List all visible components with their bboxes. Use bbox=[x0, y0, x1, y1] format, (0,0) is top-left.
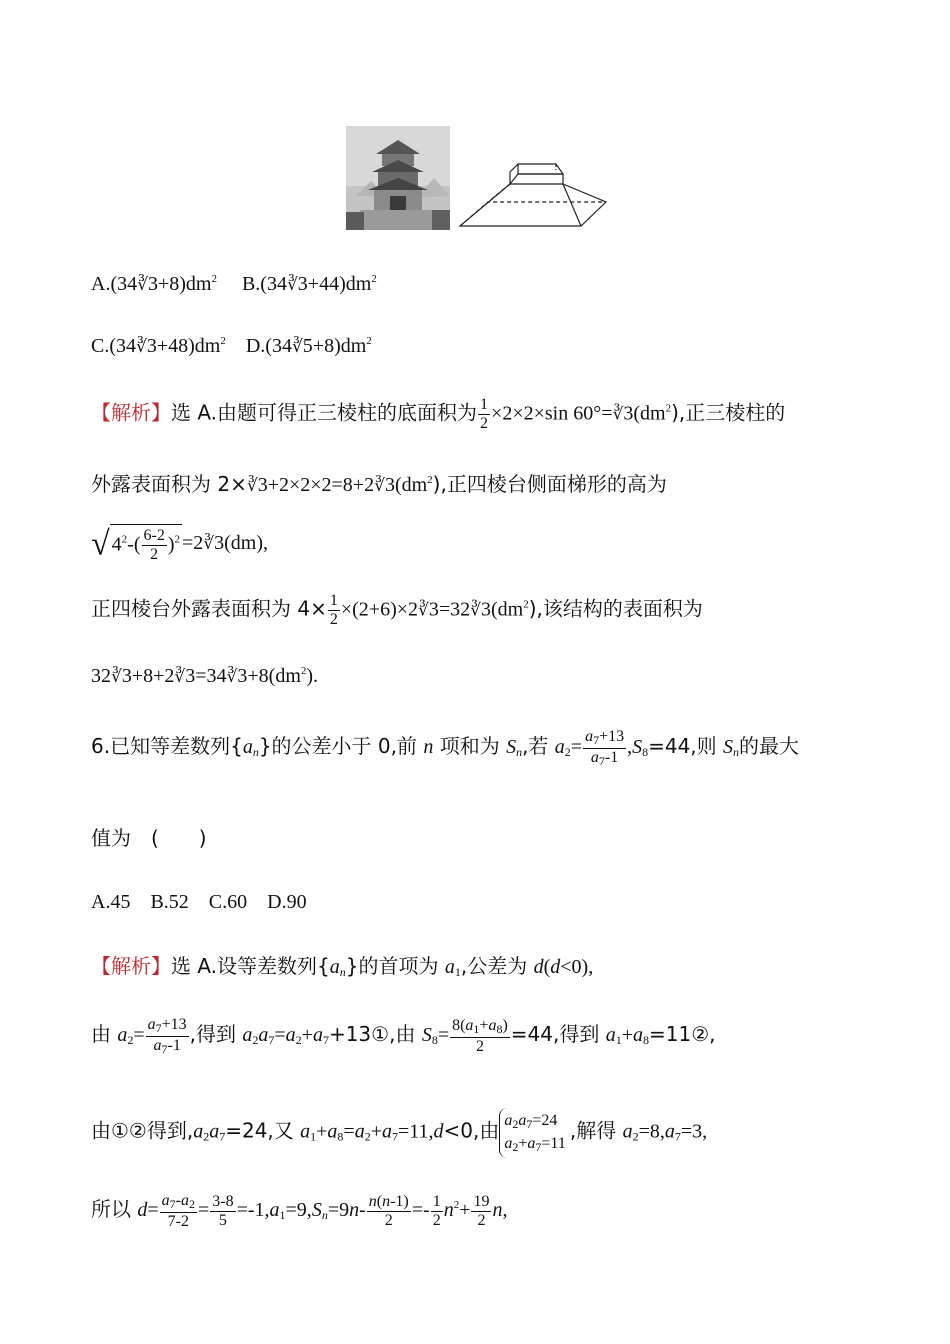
q6-stem-line1: 6.已知等差数列$\{a_n\}$的公差小于 0,前 n 项和为 $S_n$,若 $a_2=$ $\frac{a_7+13}{a_7-1}$ $,S_8=44$,则 $S_n$的最大 bbox=[91, 728, 800, 768]
q6-solution-line2: 由 $a_2=$ $\frac{a_7+13}{a_7-1}$ ,得到 $a_2a_7=a_2+a_7+13①$,由 $S_8=$ $\frac{8(a_1+a_8)}{2}$ =44,得到 $a_1+a_8=11②$, bbox=[91, 1016, 716, 1056]
q5-solution-line1: 【解析】选 A.由题可得正三棱柱的底面积为 $\frac{1}{2}$ ×2×2×sin $60^\circ=∛3(dm^2)$,正三棱柱的 bbox=[91, 396, 786, 433]
q6-solution-line4: 所以 d= $\frac{a_7-a_2}{7-2}$ = $\frac{3-8}{5}$ $=-1,a_1=9,S_n=9n-$ $\frac{n(n-1)}{2}$ =- $\frac{1}{2}$ $n^2+$ $\frac{19}{2}$ n, bbox=[91, 1192, 508, 1230]
q5-solution-line3: √ $4^2-$( $\frac{6-2}{2}$ )$^2$ =2∛3(dm), bbox=[91, 525, 269, 564]
q5-options-ab: $A.(34∛3+8)dm^2$ $B.(34∛3+44)dm^2$ bbox=[91, 273, 377, 295]
equation-system: $a_2a_7=24$ $a_2+a_7=11$ bbox=[499, 1108, 569, 1158]
analysis-tag: 【解析】 bbox=[91, 954, 171, 978]
q6-options: A.45 B.52 C.60 D.90 bbox=[91, 891, 307, 913]
q5-options-cd: $C.(34∛3+48)dm^2$ $D.(34∛5+8)dm^2$ bbox=[91, 335, 372, 357]
q5-solution-line4: 正四棱台外露表面积为 4× $\frac{1}{2}$ $\times(2+6)\times 2∛3=32∛3(dm^2)$,该结构的表面积为 bbox=[91, 592, 703, 629]
q5-solution-line2: 外露表面积为 $2\times∛3+2\times 2\times 2=8+2∛3(dm^2)$,正四棱台侧面梯形的高为 bbox=[91, 472, 667, 496]
q6-solution-line3: 由①②得到$,a_2a_7=24$,又 $a_1+a_8=a_2+a_7=11,d<0$,由 $a_2a_7=24$ $a_2+a_7=11$ ,解得 $a_2=8,a_7=3$, bbox=[91, 1108, 707, 1158]
analysis-tag: 【解析】 bbox=[91, 400, 171, 425]
q6-solution-line1: 【解析】选 A.设等差数列$\{a_n\}$的首项为 $a_1$,公差为 d(d<0), bbox=[91, 954, 594, 979]
frustum-on-prism-diagram bbox=[458, 160, 608, 232]
pavilion-photo bbox=[346, 126, 450, 230]
q6-stem-line2: 值为 ( ) bbox=[91, 826, 207, 850]
q5-solution-line5: $32∛3+8+2∛3=34∛3+8(dm^2)$. bbox=[91, 665, 319, 687]
